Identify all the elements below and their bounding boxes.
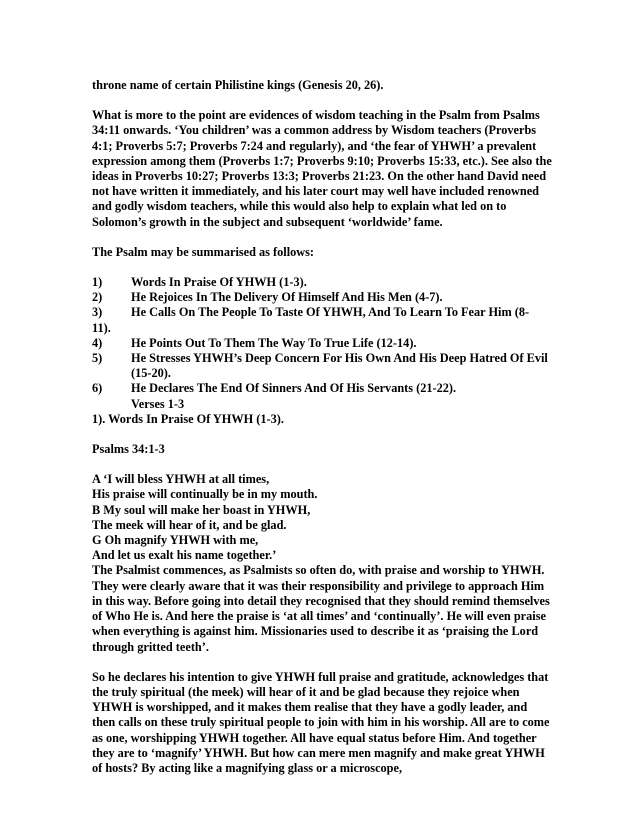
outline-item [92,336,552,351]
verse-line: B My soul will make her boast in YHWH, [92,502,311,517]
outline-number: 4) [92,335,103,350]
paragraph-gap [92,457,552,472]
outline-item [92,305,552,320]
paragraph-gap [92,260,552,275]
outline-text: He Rejoices In The Delivery Of Himself And His Men (4-7). [131,290,443,305]
outline-item [92,381,552,396]
outline-list [92,275,552,412]
outline-number: 2) [92,290,103,305]
outline-text: He Declares The End Of Sinners And Of His Servants (21-22). [131,381,457,396]
outline-text: Words In Praise Of YHWH (1-3). [131,275,307,290]
paragraph-psalmist-commences: The Psalmist commences, as Psalmists so often do, with praise and worship to YHWH. They were clearly aware that it was their responsibility and privilege to approach Him in this way. Before going into detail they recognised that they should remind themselves of Who He is. And here the praise is ‘at all times’ and ‘continually’. He will even praise when everything is against him. Missionaries used to describe it as ‘praising the Lord through gritted teeth’. [92,563,550,654]
verse-line: His praise will continually be in my mouth. [92,487,318,502]
outline-text: He Calls On The People To Taste Of YHWH, And To Learn To Fear Him (8- [131,305,530,320]
paragraph-gap [92,427,552,442]
outline-number: 1) [92,275,103,290]
verse-line: A ‘I will bless YHWH at all times, [92,472,270,487]
verse-line: G Oh magnify YHWH with me, [92,533,259,548]
document-page [92,78,552,776]
outline-number: 5) [92,351,103,366]
paragraph-gap [92,655,552,670]
verse-line: And let us exalt his name together.’ [92,548,277,563]
outline-text: He Stresses YHWH’s Deep Concern For His Own And His Deep Hatred Of Evil (15-20). [131,351,548,381]
paragraph-summary-intro: The Psalm may be summarised as follows: [92,244,315,259]
outline-item-continuation: 11). [92,320,111,335]
outline-number: 6) [92,381,103,396]
outline-item [92,290,552,305]
section-heading: 1). Words In Praise Of YHWH (1-3). [92,411,284,426]
outline-item [92,351,552,381]
paragraph-declares-intention: So he declares his intention to give YHWH full praise and gratitude, acknowledges that the truly spiritual (the meek) will hear of it and be glad because they rejoice when YHWH is worshipped, and it makes them realise that they have a godly leader, and then calls on these truly spiritual people to join with him in his worship. All are to come as one, worshipping YHWH together. All have equal status before Him. And together they are to ‘magnify’ YHWH. But how can mere men magnify and make great YHWH of hosts? By acting like a magnifying glass or a microscope, [92,669,550,775]
verse-line: The meek will hear of it, and be glad. [92,517,287,532]
paragraph-gap [92,93,552,108]
outline-number: 3) [92,305,103,320]
paragraph-wisdom-teaching: What is more to the point are evidences of wisdom teaching in the Psalm from Psalms 34:11 onwards. ‘You children’ was a common address by Wisdom teachers (Proverbs 4:1; Proverbs 5:7; Proverbs 7:24 and regularly), and ‘the fear of YHWH’ a prevalent expression among them (Proverbs 1:7; Proverbs 9:10; Proverbs 15:33, etc.). See also the ideas in Proverbs 10:27; Proverbs 13:3; Proverbs 21:23. On the other hand David need not have written it immediately, and his later court may well have included renowned and godly wisdom teachers, while this would also help to explain what led on to Solomon’s growth in the subject and subsequent ‘worldwide’ fame. [92,108,552,229]
paragraph-philistine-kings: throne name of certain Philistine kings (Genesis 20, 26). [92,78,384,92]
verses-label: Verses 1-3 [131,396,185,411]
scripture-reference: Psalms 34:1-3 [92,442,165,457]
outline-text: He Points Out To Them The Way To True Life (12-14). [131,335,417,350]
outline-item [92,275,552,290]
psalm-verse-block [92,472,552,563]
paragraph-gap [92,230,552,245]
